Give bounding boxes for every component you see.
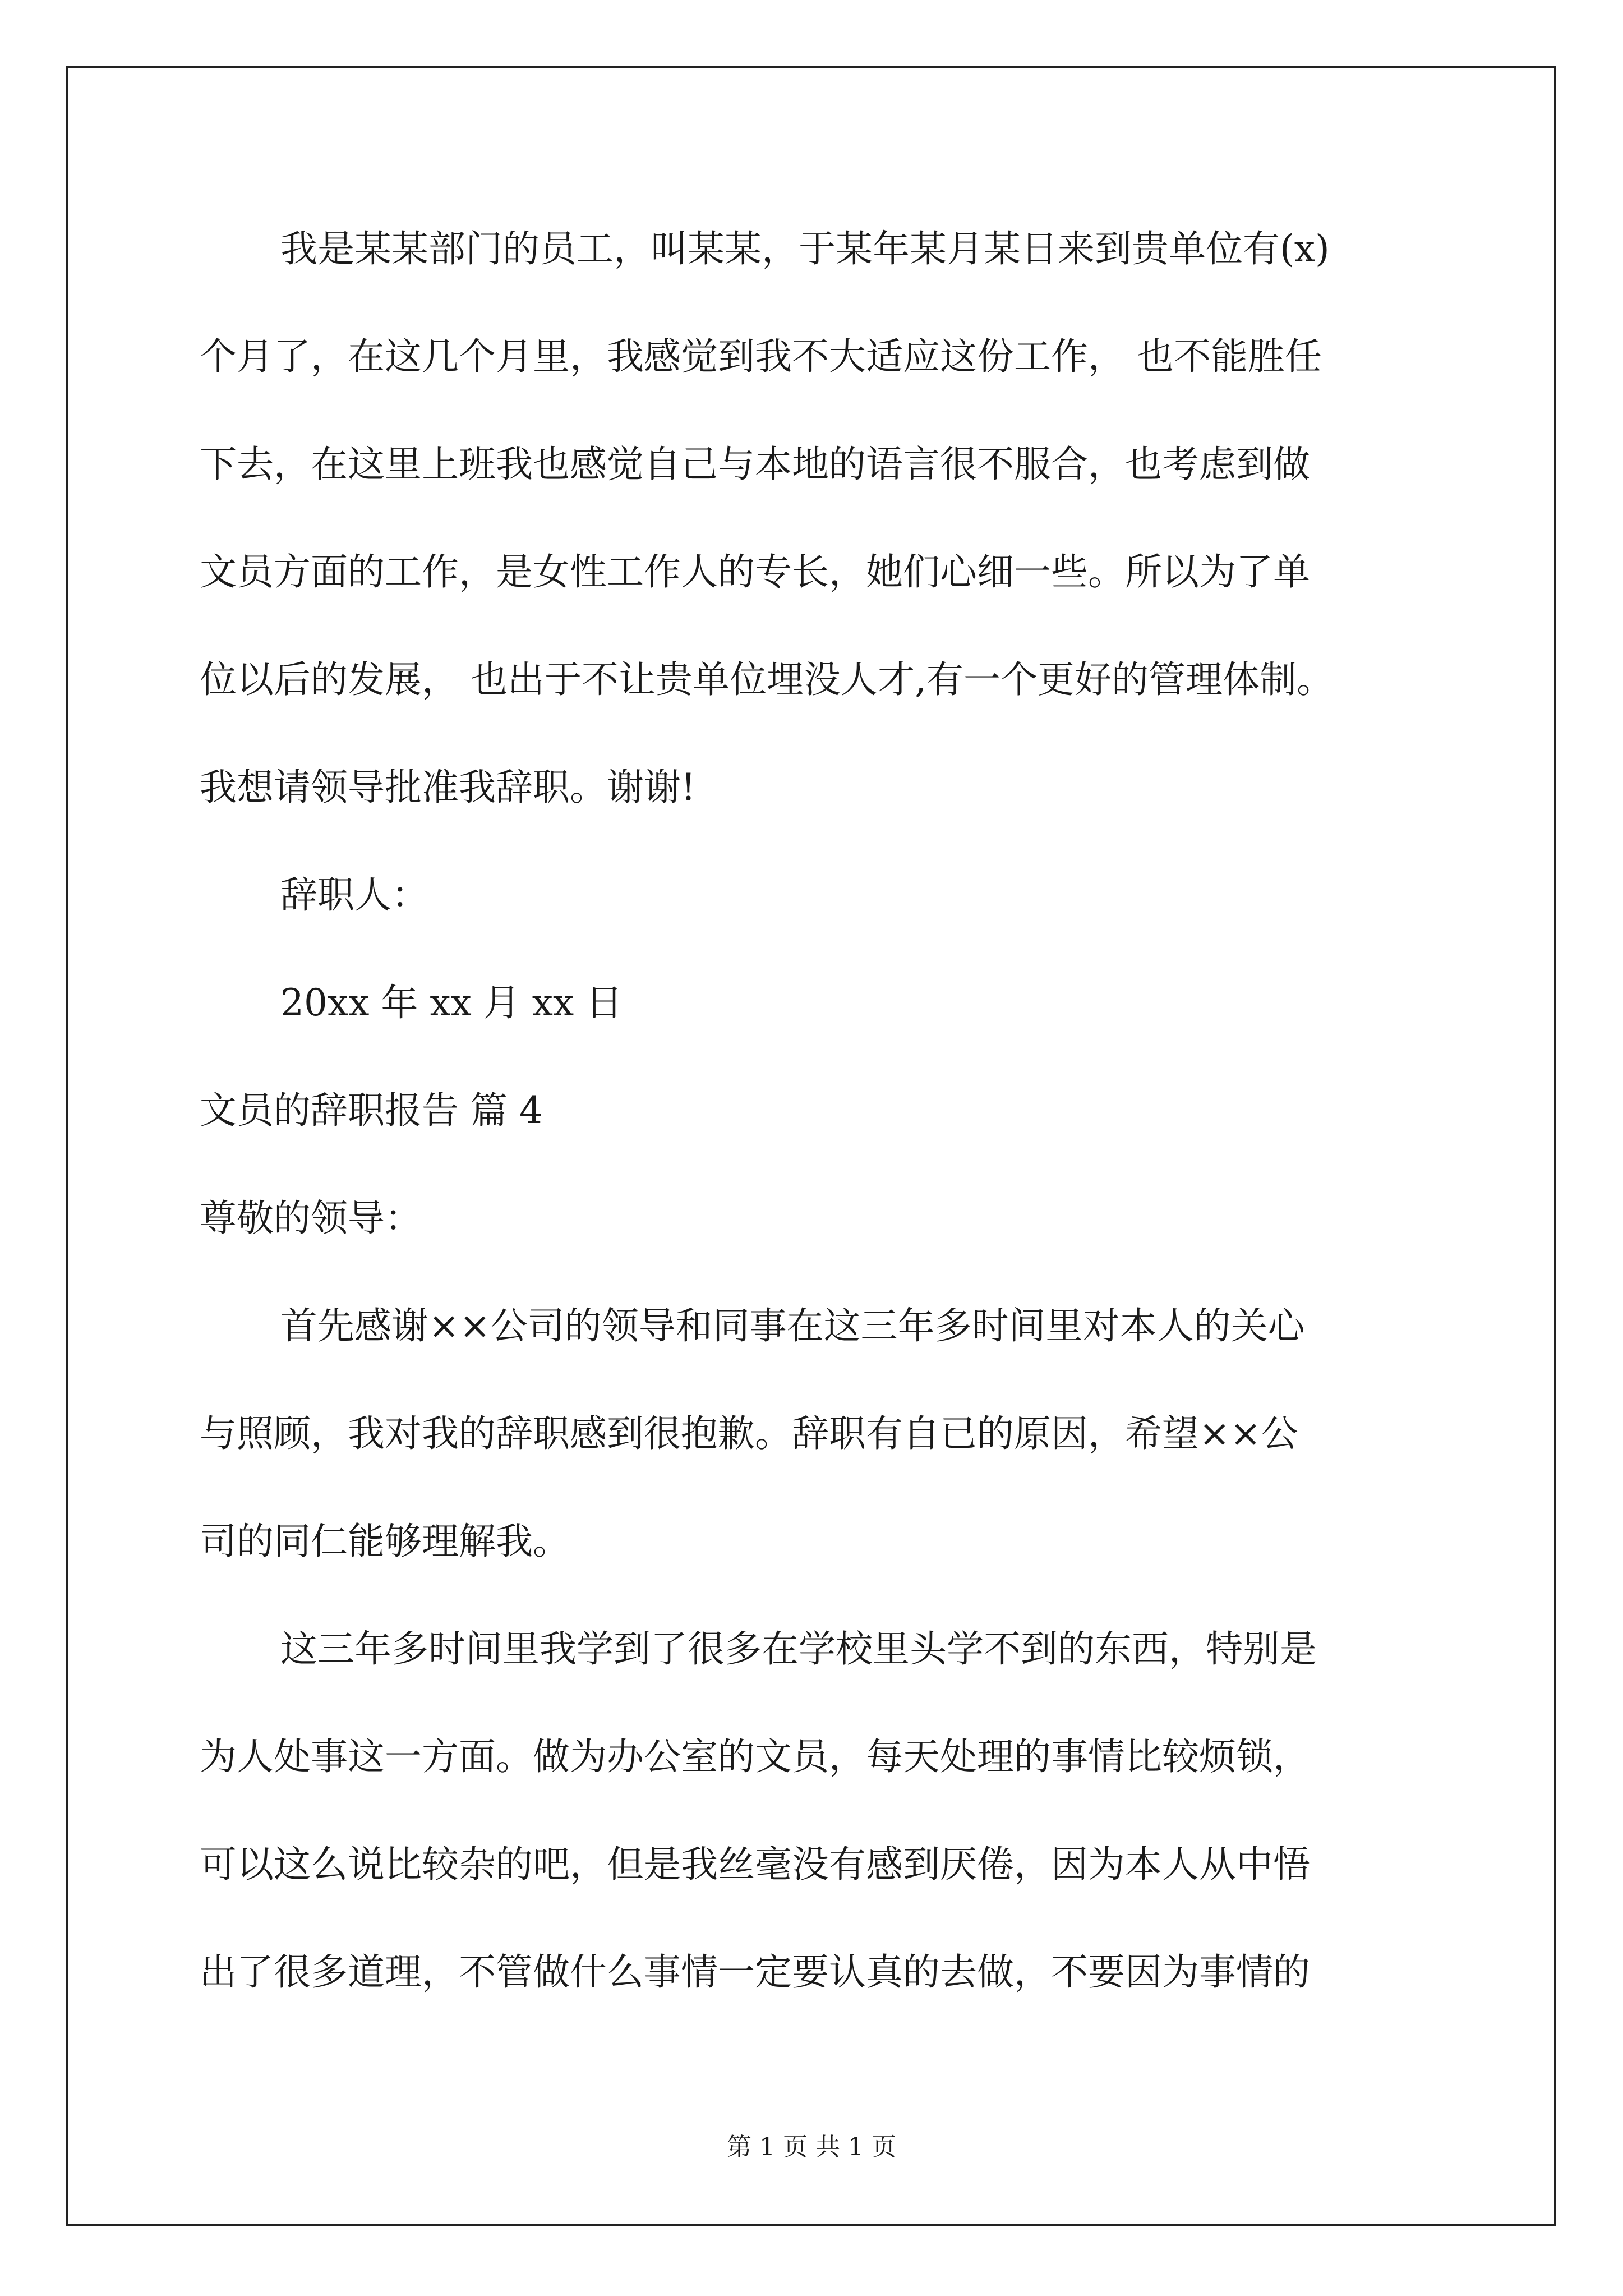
- signature-label: 辞职人：: [280, 873, 428, 917]
- paragraph-line: 下去，在这里上班我也感觉自己与本地的语言很不服合，也考虑到做: [200, 443, 1310, 486]
- paragraph-line: 首先感谢××公司的领导和同事在这三年多时间里对本人的关心: [280, 1304, 1305, 1347]
- paragraph-line: 文员方面的工作，是女性工作人的专长，她们心细一些。所以为了单: [200, 550, 1310, 593]
- paragraph-line: 司的同仁能够理解我。: [200, 1520, 570, 1563]
- paragraph-line: 可以这么说比较杂的吧，但是我丝毫没有感到厌倦，因为本人从中悟: [200, 1843, 1310, 1886]
- paragraph-line: 与照顾，我对我的辞职感到很抱歉。辞职有自已的原因，希望××公: [200, 1412, 1298, 1455]
- page-border: [66, 66, 1556, 2226]
- paragraph-line: 为人处事这一方面。做为办公室的文员，每天处理的事情比较烦锁，: [200, 1735, 1310, 1778]
- paragraph-line: 我是某某部门的员工，叫某某，于某年某月某日来到贵单位有(x): [280, 227, 1330, 270]
- paragraph-line: 我想请领导批准我辞职。谢谢!: [200, 766, 696, 809]
- date-line: 20xx 年 xx 月 xx 日: [280, 981, 623, 1024]
- page-footer: 第 1 页 共 1 页: [727, 2133, 896, 2161]
- paragraph-line: 这三年多时间里我学到了很多在学校里头学不到的东西，特别是: [280, 1627, 1317, 1671]
- paragraph-line: 位以后的发展， 也出于不让贵单位埋没人才,有一个更好的管理体制。: [200, 658, 1334, 701]
- salutation: 尊敬的领导：: [200, 1197, 422, 1240]
- section-title: 文员的辞职报告 篇 4: [200, 1089, 543, 1132]
- paragraph-line: 个月了，在这几个月里，我感觉到我不大适应这份工作， 也不能胜任: [200, 335, 1322, 378]
- paragraph-line: 出了很多道理，不管做什么事情一定要认真的去做，不要因为事情的: [200, 1950, 1310, 1994]
